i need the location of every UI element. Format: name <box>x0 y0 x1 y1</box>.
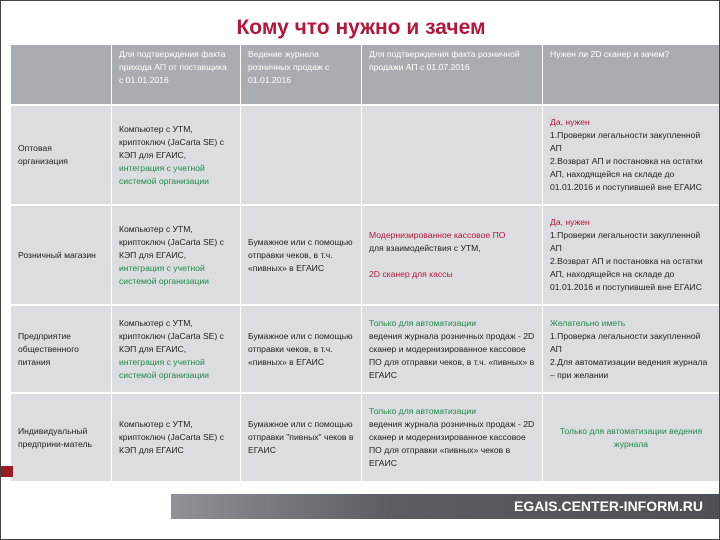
cell-text: интеграция с учетной системой организации <box>119 262 209 286</box>
cell-text: Компьютер с УТМ, криптоключ (JaCarta SE) с КЭП для ЕГАИС <box>119 419 224 455</box>
cell-text: Только для автоматизации ведения журнала <box>559 425 703 449</box>
cell-text: Бумажное или с помощью отправки чеков, в т.ч. «пивных» в ЕГАИС <box>248 236 353 273</box>
page-title: Кому что нужно и зачем <box>236 16 486 39</box>
table-row <box>11 106 719 204</box>
cell-text: интеграция с учетной системой организации <box>119 356 209 380</box>
table-header-row <box>11 45 719 104</box>
row-label-cell <box>11 106 111 204</box>
table-cell <box>241 106 361 204</box>
table-cell <box>543 206 719 304</box>
cell-text: Компьютер с УТМ, криптоключ (JaCarta SE) с КЭП для ЕГАИС, <box>119 123 224 160</box>
cell-text: 2D сканер для кассы <box>369 269 453 279</box>
table-cell <box>543 394 719 481</box>
cell-text: Модернизированное кассовое ПО <box>369 230 506 240</box>
cell-text: 2.Возврат АП и постановка на остатки АП, находящейся на складе до 01.01.2016 и поступившей вне ЕГАИС <box>550 156 703 192</box>
table-row <box>11 306 719 392</box>
table-row <box>11 206 719 304</box>
header-cell: Для подтверждения факта розничной продажи АП с 01.07.2016 <box>362 45 542 104</box>
cell-text: Желательно иметь <box>550 317 626 328</box>
table-cell <box>112 206 240 304</box>
cell-text: ведения журнала розничных продаж - 2D сканер и модернизированное кассовое ПО для отправки «пивных» чеков в ЕГАИС <box>369 419 535 468</box>
table-cell <box>112 394 240 481</box>
cell-text: Розничный магазин <box>18 249 96 260</box>
table-cell <box>362 106 542 204</box>
cell-text: 2.Возврат АП и постановка на остатки АП, находящейся на складе до 01.01.2016 и поступившей вне ЕГАИС <box>550 256 703 292</box>
cell-text: 1.Проверка легальности закупленной АП <box>550 330 701 354</box>
table-cell <box>241 306 361 392</box>
cell-text: ведения журнала розничных продаж - 2D сканер и модернизированное кассовое ПО для отправки чеков, в т.ч. «пивных» в ЕГАИС <box>369 330 535 380</box>
row-label-cell <box>11 394 111 481</box>
cell-text <box>369 255 535 268</box>
table-cell <box>362 306 542 392</box>
cell-text: Индивидуальный предприни-матель <box>18 425 93 449</box>
cell-text: Бумажное или с помощью отправки чеков, в т.ч. «пивных» в ЕГАИС <box>248 330 353 367</box>
table-row <box>11 394 719 481</box>
table-cell <box>362 394 542 481</box>
table-cell <box>112 306 240 392</box>
row-label-cell <box>11 206 111 304</box>
comparison-table <box>11 45 719 483</box>
cell-text: Да, нужен <box>550 217 590 227</box>
cell-text: Оптовая организация <box>18 143 68 166</box>
cell-text: 1.Проверки легальности закупленной АП <box>550 130 701 153</box>
cell-text: для взаимодействия с УТМ, <box>369 243 481 253</box>
cell-text: 2.Для автоматизации ведения журнала – при желании <box>550 356 708 380</box>
header-cell: Для подтверждения факта прихода АП от поставщика с 01.01.2016 <box>112 45 240 104</box>
table-cell <box>241 394 361 481</box>
header-cell: Ведение журнала розничных продаж с 01.01.2016 <box>241 45 361 104</box>
cell-text: Бумажное или с помощью отправки "пивных" чеков в ЕГАИС <box>248 419 354 455</box>
footer-banner: EGAIS.CENTER-INFORM.RU <box>171 494 719 519</box>
decorative-red-mark <box>1 466 13 477</box>
table-cell <box>241 206 361 304</box>
cell-text: Предприятие общественного питания <box>18 330 79 367</box>
cell-text: Компьютер с УТМ, криптоключ (JaCarta SE) с КЭП для ЕГАИС, <box>119 223 224 260</box>
table-body <box>11 106 719 481</box>
header-cell: Нужен ли 2D сканер и зачем? <box>543 45 719 104</box>
table-cell <box>362 206 542 304</box>
row-label-cell <box>11 306 111 392</box>
table-cell <box>543 306 719 392</box>
cell-text: интеграция с учетной системой организации <box>119 162 209 186</box>
table-cell <box>112 106 240 204</box>
cell-text: Компьютер с УТМ, криптоключ (JaCarta SE) с КЭП для ЕГАИС, <box>119 317 224 354</box>
header-cell <box>11 45 111 104</box>
cell-text: 1.Проверки легальности закупленной АП <box>550 230 701 253</box>
cell-text: Только для автоматизации <box>369 317 477 328</box>
table-cell <box>543 106 719 204</box>
cell-text: Только для автоматизации <box>369 406 477 416</box>
cell-text: Да, нужен <box>550 117 590 127</box>
